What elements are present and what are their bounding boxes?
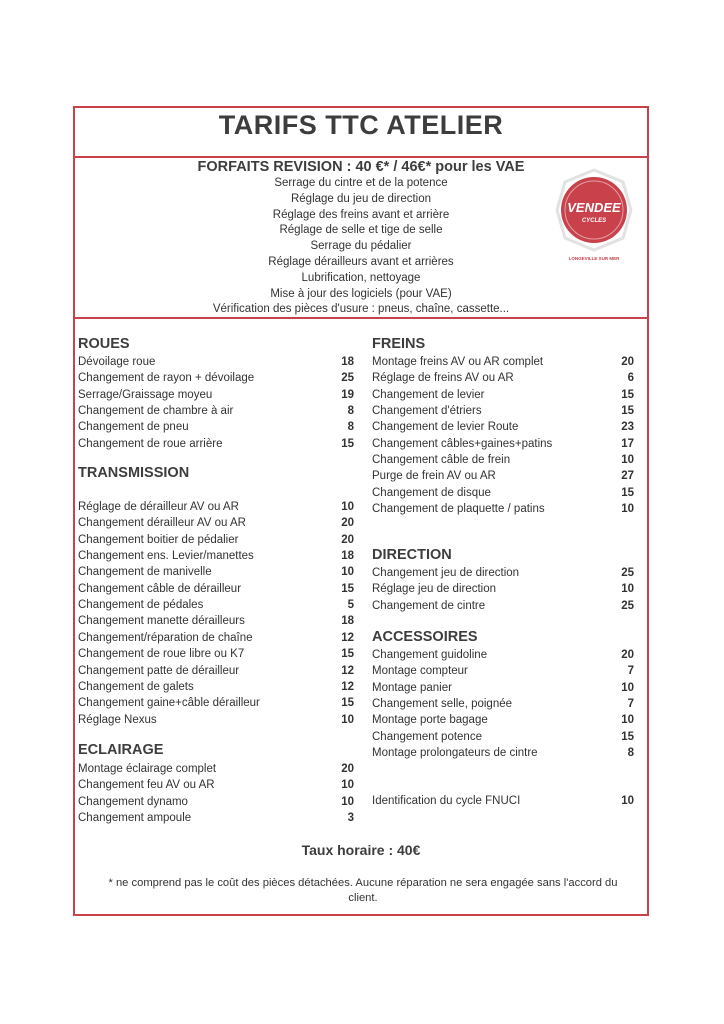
service-label: Changement de roue arrière [78,437,223,450]
service-price: 6 [627,372,634,385]
service-label: Changement de chambre à air [78,405,234,418]
service-price: 20 [621,649,634,661]
price-row [78,419,354,435]
price-row [78,695,354,711]
service-price: 12 [341,680,354,693]
price-row [372,581,634,597]
service-label: Changement selle, poignée [372,698,513,711]
price-row [372,565,634,581]
forfait-item: Mise à jour des logiciels (pour VAE) [270,287,452,300]
service-label: Changement gaine+câble dérailleur [78,697,260,710]
service-price: 12 [341,631,354,644]
service-label: Changement de disque [372,486,491,499]
service-price: 10 [621,503,634,516]
service-label: Réglage de dérailleur AV ou AR [78,501,239,513]
price-row [78,712,354,728]
service-price: 20 [341,517,354,530]
service-price: 23 [621,421,634,434]
hourly-rate: Taux horaire : 40€ [301,842,421,858]
service-price: 15 [621,405,634,418]
service-label: Changement câble de dérailleur [78,582,242,595]
service-price: 8 [347,421,354,434]
service-price: 18 [341,356,354,368]
service-price: 17 [621,437,634,450]
service-label: Dévoilage roue [78,356,156,368]
service-price: 10 [621,583,634,596]
service-price: 10 [341,713,354,726]
service-price: 15 [341,437,354,450]
price-row [78,499,354,515]
service-price: 7 [627,665,634,678]
service-label: Changement jeu de direction [372,567,520,579]
forfait-title: FORFAITS REVISION : 40 €* / 46€* pour les VAE [197,159,525,175]
price-row [78,777,354,793]
price-row [78,370,354,386]
price-row [78,532,354,548]
section-title-accessoires: ACCESSOIRES [372,629,478,645]
service-price: 10 [341,779,354,792]
price-row [78,597,354,613]
section-title-eclairage: ECLAIRAGE [78,742,164,758]
service-price: 10 [621,454,634,467]
service-price: 15 [621,730,634,743]
section-title-direction: DIRECTION [372,547,452,563]
service-label: Identification du cycle FNUCI [372,795,521,807]
price-row [78,679,354,695]
service-label: Montage prolongateurs de cintre [372,747,538,760]
service-price: 25 [341,372,354,385]
service-price: 10 [341,795,354,808]
service-price: 15 [341,582,354,595]
service-price: 15 [621,486,634,499]
service-price: 18 [341,615,354,628]
service-price: 25 [621,567,634,579]
service-label: Réglage jeu de direction [372,583,497,596]
tariff-frame [73,106,649,916]
service-label: Changement câble de frein [372,454,511,467]
service-label: Changement dérailleur AV ou AR [78,517,246,530]
logo-name: VENDEE [567,200,621,215]
price-row [78,548,354,564]
forfait-item: Serrage du pédalier [310,240,412,253]
service-label: Changement de pédales [78,599,204,612]
price-row [78,794,354,810]
service-label: Changement de galets [78,680,194,693]
price-row [78,564,354,580]
service-price: 20 [341,533,354,546]
price-row [372,647,634,663]
service-label: Réglage de freins AV ou AR [372,372,514,385]
service-label: Changement potence [372,730,482,743]
logo-sub: CYCLES [581,218,607,224]
service-price: 27 [621,470,634,483]
vendee-cycles-logo-icon [553,166,635,262]
service-label: Changement de levier [372,388,485,401]
price-row [78,387,354,403]
price-row [372,598,634,614]
service-label: Changement de pneu [78,421,189,434]
service-label: Changement guidoline [372,649,488,661]
service-price: 20 [341,763,354,775]
service-price: 5 [347,599,354,612]
service-label: Changement de manivelle [78,566,212,579]
section-title-roues: ROUES [78,336,130,352]
price-row [372,468,634,484]
service-label: Purge de frein AV ou AR [372,470,496,483]
service-price: 7 [627,698,634,711]
forfait-item: Vérification des pièces d'usure : pneus, chaîne, cassette... [212,303,510,316]
price-row [78,581,354,597]
price-row [372,501,634,517]
service-label: Changement de cintre [372,599,486,612]
service-label: Montage éclairage complet [78,763,217,775]
service-label: Changement dynamo [78,795,188,808]
service-price: 8 [347,405,354,418]
service-label: Changement de levier Route [372,421,519,434]
price-row [372,403,634,419]
service-label: Montage panier [372,681,452,694]
service-price: 8 [627,747,634,760]
price-row [78,810,354,826]
service-label: Changement de roue libre ou K7 [78,648,245,661]
service-label: Changement manette dérailleurs [78,615,245,628]
price-row [372,436,634,452]
service-label: Changement de plaquette / patins [372,503,545,516]
page-title: TARIFS TTC ATELIER [218,110,504,140]
price-row [78,403,354,419]
service-label: Changement ens. Levier/manettes [78,550,254,563]
price-row [78,515,354,531]
price-row [372,354,634,370]
price-row [372,370,634,386]
service-price: 10 [621,681,634,694]
service-price: 15 [621,388,634,401]
forfait-item: Réglage des freins avant et arrière [272,208,450,221]
service-label: Changement feu AV ou AR [78,779,215,792]
price-row [78,354,354,370]
service-label: Changement ampoule [78,812,192,825]
price-row [78,761,354,777]
service-price: 20 [621,356,634,368]
price-row [372,485,634,501]
service-label: Changement/réparation de chaîne [78,631,253,644]
price-row [372,696,634,712]
service-price: 10 [341,566,354,579]
price-row [78,613,354,629]
price-row [372,680,634,696]
forfait-item: Réglage dérailleurs avant et arrières [268,255,454,268]
service-label: Montage freins AV ou AR complet [372,356,544,368]
service-label: Montage porte bagage [372,714,488,727]
service-price: 10 [621,714,634,727]
service-label: Changement d'étriers [372,405,482,418]
service-label: Changement patte de dérailleur [78,664,240,677]
price-row [78,436,354,452]
forfait-item: Réglage du jeu de direction [290,192,432,205]
price-row [372,729,634,745]
price-row [78,630,354,646]
price-row [372,663,634,679]
service-price: 15 [341,648,354,661]
logo-tagline: LONGEVILLE SUR MER [568,256,620,261]
service-label: Serrage/Graissage moyeu [78,388,213,401]
footnote: * ne comprend pas le coût des pièces détachées. Aucune réparation ne sera engagée sans l'accord du client. [108,877,618,904]
service-price: 25 [621,599,634,612]
forfait-box [75,158,647,319]
forfait-item: Lubrification, nettoyage [301,271,421,284]
service-price: 10 [341,501,354,513]
service-price: 19 [341,388,354,401]
service-label: Montage compteur [372,665,468,678]
service-label: Changement câbles+gaines+patins [372,437,553,450]
section-title-freins: FREINS [372,336,426,352]
forfait-item: Réglage de selle et tige de selle [279,224,443,237]
price-row [372,452,634,468]
service-price: 12 [341,664,354,677]
service-price: 10 [621,795,634,807]
service-price: 15 [341,697,354,710]
price-row [372,419,634,435]
price-row [78,646,354,662]
service-label: Changement de rayon + dévoilage [78,372,255,385]
price-row [372,745,634,761]
service-label: Réglage Nexus [78,713,157,726]
price-row [78,663,354,679]
forfait-item: Serrage du cintre et de la potence [274,177,448,189]
price-row [372,712,634,728]
price-row [372,793,634,809]
price-row [372,387,634,403]
section-title-transmission: TRANSMISSION [78,465,190,481]
title-box [75,108,647,158]
service-label: Changement boitier de pédalier [78,533,239,546]
service-price: 3 [347,812,354,825]
service-price: 18 [341,550,354,563]
